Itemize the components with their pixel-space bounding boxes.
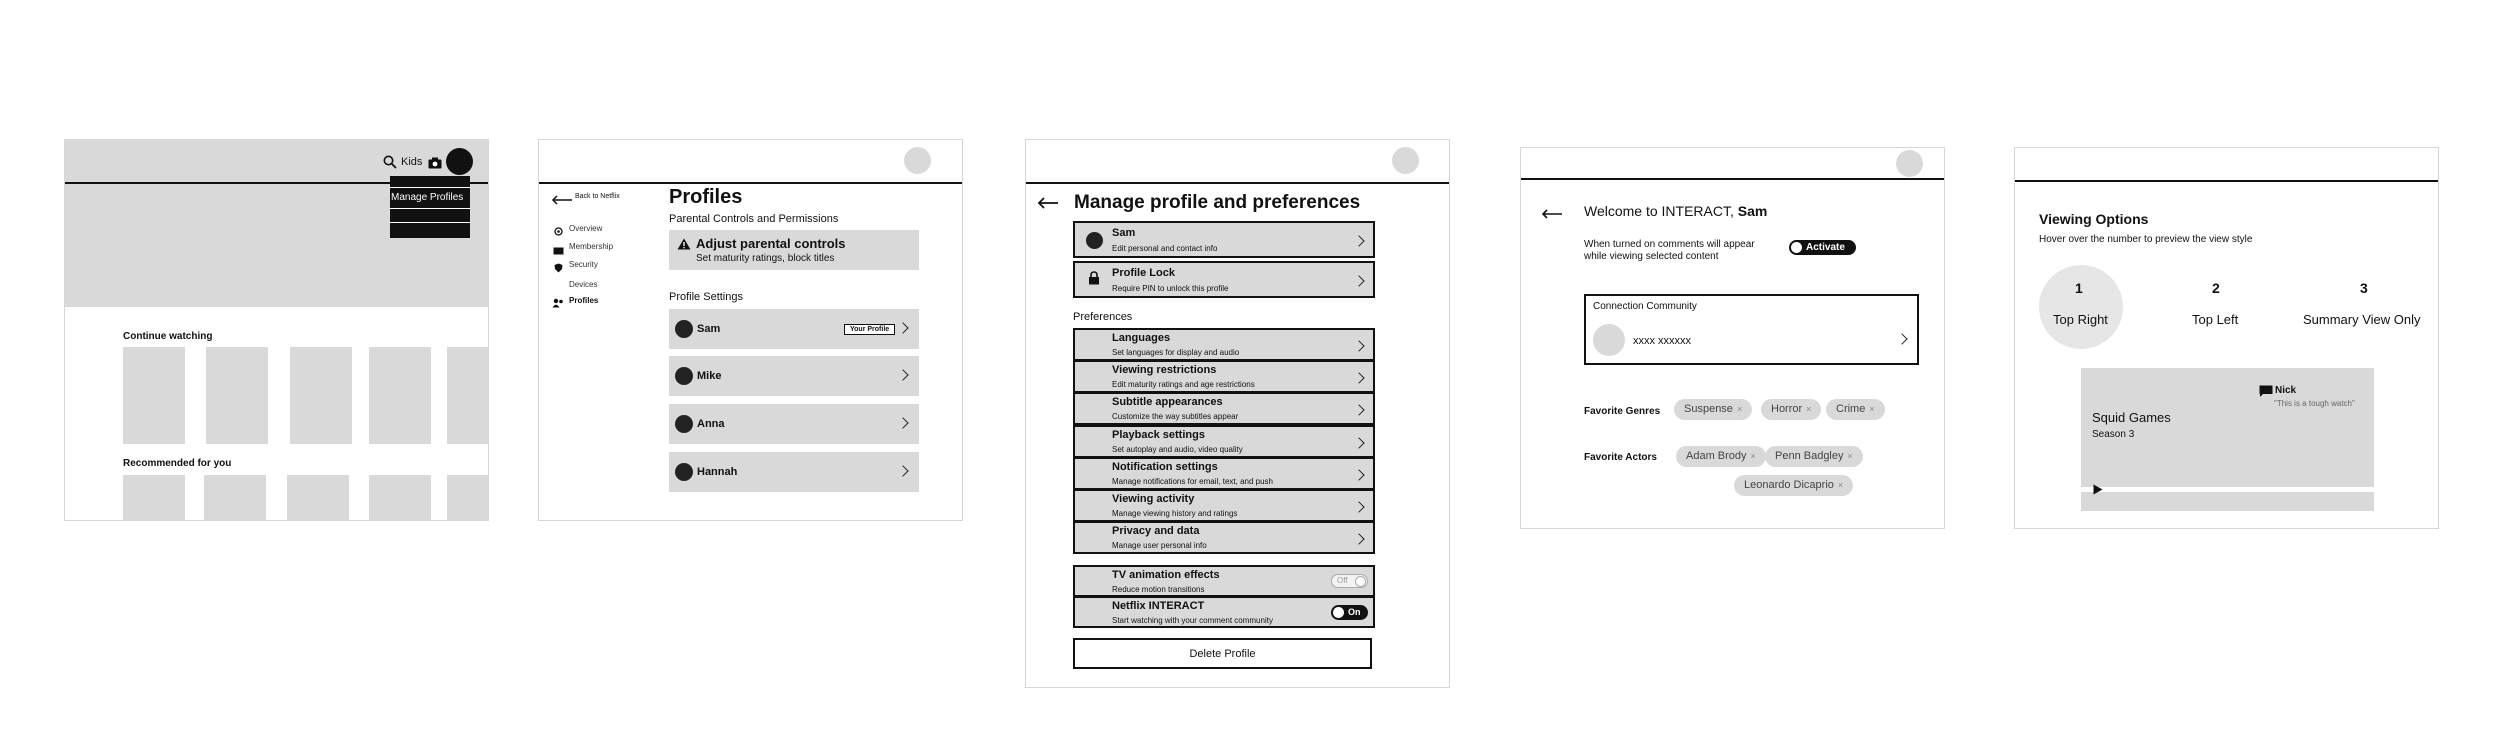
remove-icon[interactable]: × [1736, 404, 1743, 414]
back-arrow-icon[interactable] [1037, 196, 1059, 214]
community-avatar [1593, 324, 1625, 356]
profile-name: Sam [697, 323, 721, 335]
manage-profiles-item[interactable]: Manage Profiles [391, 192, 464, 203]
parental-controls-card[interactable] [669, 230, 919, 270]
row-desc: Customize the way subtitles appear [1112, 412, 1239, 421]
welcome-name: Sam [1737, 203, 1768, 219]
view-option-1[interactable] [2039, 265, 2123, 349]
row-playback-settings[interactable] [1073, 425, 1375, 458]
remove-icon[interactable]: × [1750, 451, 1756, 461]
delete-profile-button[interactable] [1073, 638, 1372, 669]
remove-icon[interactable]: × [1806, 404, 1812, 414]
commenter-name: Nick [2275, 385, 2297, 396]
recommended-tile[interactable] [287, 475, 349, 521]
row-desc: Set languages for display and audio [1112, 348, 1240, 357]
screen-profiles [538, 139, 963, 521]
screen-interact-welcome [1520, 147, 1945, 529]
dropdown-item[interactable] [390, 209, 470, 223]
view-option-number[interactable]: 3 [2360, 280, 2368, 296]
toggle-state-label: On [1348, 607, 1361, 617]
continue-watching-heading: Continue watching [123, 331, 213, 342]
remove-icon[interactable]: × [1837, 480, 1844, 490]
row-desc: Reduce motion transitions [1112, 585, 1205, 594]
view-option-label: Summary View Only [2303, 312, 2421, 327]
actor-chip[interactable] [1676, 446, 1766, 467]
recommended-tile[interactable] [204, 475, 266, 521]
interact-desc-line1: When turned on comments will appear [1584, 239, 1755, 250]
page-subtitle: Parental Controls and Permissions [669, 213, 839, 225]
parental-controls-desc: Set maturity ratings, block titles [696, 253, 835, 264]
dropdown-item[interactable] [390, 224, 470, 238]
screen-viewing-options [2014, 147, 2439, 529]
profile-avatar [675, 320, 693, 338]
row-title: Sam [1112, 227, 1136, 239]
row-title: Subtitle appearances [1112, 396, 1223, 408]
profile-row-anna[interactable] [669, 404, 919, 444]
profile-dropdown [390, 176, 470, 238]
back-arrow-icon[interactable] [551, 192, 573, 210]
genre-chip[interactable] [1826, 399, 1885, 420]
header-divider [1026, 182, 1450, 184]
row-sam[interactable] [1073, 221, 1375, 258]
avatar[interactable] [1392, 147, 1419, 174]
activate-toggle[interactable] [1789, 240, 1856, 255]
row-desc: Start watching with your comment community [1112, 616, 1273, 625]
genre-chip[interactable] [1761, 399, 1821, 420]
row-desc: Edit maturity ratings and age restrictions [1112, 380, 1255, 389]
delete-profile-label: Delete Profile [1189, 648, 1256, 660]
interact-desc-line2: while viewing selected content [1584, 251, 1719, 262]
account-rows [1073, 221, 1375, 303]
membership-icon [553, 242, 564, 260]
chevron-right-icon [897, 322, 908, 333]
chevron-right-icon [897, 465, 908, 476]
animation-toggle-off[interactable] [1331, 574, 1368, 588]
chevron-right-icon [1353, 404, 1364, 415]
nav-overview[interactable]: Overview [569, 224, 603, 233]
view-option-label: Top Left [2192, 312, 2239, 327]
row-notification-settings[interactable] [1073, 457, 1375, 490]
chevron-right-icon [1353, 469, 1364, 480]
profile-name: Mike [697, 370, 722, 382]
chevron-right-icon [1353, 340, 1364, 351]
remove-icon[interactable]: × [1847, 451, 1853, 461]
row-title: Profile Lock [1112, 267, 1175, 279]
profile-name: Anna [697, 418, 725, 430]
nav-profiles[interactable]: Profiles [569, 296, 599, 305]
remove-icon[interactable]: × [1869, 404, 1875, 414]
row-netflix-interact[interactable] [1073, 596, 1375, 628]
camera-icon[interactable] [428, 156, 442, 174]
profile-avatar [675, 367, 693, 385]
video-preview[interactable] [2081, 368, 2374, 511]
preference-rows [1073, 328, 1375, 555]
search-icon[interactable] [383, 155, 397, 174]
toggle-knob [1355, 576, 1366, 587]
chevron-right-icon [1353, 501, 1364, 512]
continue-tile[interactable] [290, 347, 352, 444]
chevron-right-icon [897, 369, 908, 380]
row-title: Notification settings [1112, 461, 1218, 473]
welcome-prefix: Welcome to INTERACT, [1584, 203, 1738, 219]
chevron-right-icon [1353, 372, 1364, 383]
chevron-right-icon [1353, 533, 1364, 544]
profile-avatar [675, 415, 693, 433]
profile-settings-label: Profile Settings [669, 291, 743, 303]
recommended-tile[interactable] [369, 475, 431, 521]
profile-row-mike[interactable] [669, 356, 919, 396]
overview-icon [554, 223, 563, 241]
view-option-label: Top Right [2053, 312, 2108, 327]
actors-label: Favorite Actors [1584, 452, 1657, 463]
preferences-label: Preferences [1073, 311, 1133, 323]
chevron-right-icon [1353, 235, 1364, 246]
profile-row-hannah[interactable] [669, 452, 919, 492]
row-desc: Manage user personal info [1112, 541, 1207, 550]
row-title: Viewing activity [1112, 493, 1195, 505]
chip-text: Suspense [1684, 403, 1733, 415]
avatar[interactable] [1896, 150, 1923, 177]
row-title: Playback settings [1112, 429, 1205, 441]
page-title: Viewing Options [2039, 211, 2149, 227]
profiles-icon [552, 295, 564, 313]
activate-label: Activate [1806, 242, 1845, 253]
nav-security[interactable]: Security [569, 260, 598, 269]
profile-row-sam[interactable] [669, 309, 919, 349]
lock-icon [1088, 271, 1100, 290]
header-divider [539, 182, 963, 184]
row-profile-lock[interactable] [1073, 261, 1375, 298]
header-divider [2015, 180, 2439, 182]
toggle-state-label: Off [1337, 576, 1348, 585]
show-title: Squid Games [2092, 410, 2171, 425]
nav-membership[interactable]: Membership [569, 242, 614, 251]
chip-text: Penn Badgley [1775, 450, 1844, 462]
actor-chip[interactable] [1765, 446, 1863, 467]
chat-icon [2259, 385, 2273, 403]
page-title: Manage profile and preferences [1074, 192, 1361, 213]
back-arrow-icon[interactable] [1541, 206, 1563, 224]
chip-text: Leonardo Dicaprio [1744, 479, 1834, 491]
continue-tile[interactable] [369, 347, 431, 444]
recommended-tile[interactable] [447, 475, 489, 521]
comment-text: "This is a tough watch" [2274, 399, 2355, 408]
row-desc: Require PIN to unlock this profile [1112, 284, 1229, 293]
row-languages[interactable] [1073, 328, 1375, 361]
page-title: Profiles [669, 186, 743, 208]
view-option-number[interactable]: 2 [2212, 280, 2220, 296]
continue-tile[interactable] [123, 347, 185, 444]
header-divider [1521, 178, 1945, 180]
preview-footer-divider [2081, 487, 2374, 492]
connection-community-card[interactable] [1584, 294, 1919, 365]
toggle-knob [1333, 607, 1344, 618]
back-to-netflix-link[interactable]: Back to Netflix [575, 193, 620, 200]
screen-manage-profile [1025, 139, 1450, 688]
view-option-number[interactable]: 1 [2075, 280, 2083, 296]
chip-text: Horror [1771, 403, 1803, 415]
row-tv-animation[interactable] [1073, 565, 1375, 597]
recommended-tile[interactable] [123, 475, 185, 521]
row-title: Viewing restrictions [1112, 364, 1217, 376]
profile-avatar [675, 463, 693, 481]
avatar[interactable] [904, 147, 931, 174]
chevron-right-icon [1896, 333, 1907, 344]
row-viewing-restrictions[interactable] [1073, 360, 1375, 393]
row-desc: Set autoplay and audio, video quality [1112, 445, 1243, 454]
play-icon[interactable] [2093, 482, 2103, 500]
chevron-right-icon [1353, 275, 1364, 286]
genres-label: Favorite Genres [1584, 406, 1661, 417]
kids-link[interactable]: Kids [401, 156, 423, 168]
your-profile-badge: Your Profile [844, 324, 895, 335]
shield-icon [554, 260, 563, 278]
continue-tile[interactable] [447, 347, 489, 444]
welcome-heading [1584, 203, 1767, 219]
row-viewing-activity[interactable] [1073, 489, 1375, 522]
page-subtitle: Hover over the number to preview the view style [2039, 234, 2253, 245]
row-title: Languages [1112, 332, 1171, 344]
chip-text: Crime [1836, 403, 1866, 415]
toggle-rows [1073, 565, 1375, 629]
row-subtitle-appearances[interactable] [1073, 392, 1375, 425]
chip-text: Adam Brody [1686, 450, 1747, 462]
actor-chip[interactable] [1734, 475, 1853, 496]
row-title: Netflix INTERACT [1112, 600, 1205, 612]
interact-toggle-on[interactable] [1331, 605, 1368, 620]
dropdown-item[interactable] [390, 176, 470, 188]
community-name: xxxx xxxxxx [1633, 335, 1692, 347]
profile-name: Hannah [697, 466, 738, 478]
chevron-right-icon [897, 417, 908, 428]
profile-avatar [1086, 232, 1103, 249]
genre-chip[interactable] [1674, 399, 1752, 420]
row-desc: Manage viewing history and ratings [1112, 509, 1238, 518]
nav-devices[interactable]: Devices [569, 280, 598, 289]
continue-tile[interactable] [206, 347, 268, 444]
screen-home [64, 139, 489, 521]
recommended-heading: Recommended for you [123, 458, 232, 469]
show-season: Season 3 [2092, 429, 2135, 440]
warning-icon [677, 237, 691, 255]
parental-controls-title: Adjust parental controls [696, 236, 846, 251]
toggle-knob [1791, 242, 1802, 253]
row-desc: Manage notifications for email, text, and push [1112, 477, 1273, 486]
row-desc: Edit personal and contact info [1112, 244, 1218, 253]
avatar[interactable] [446, 148, 473, 175]
row-title: Privacy and data [1112, 525, 1200, 537]
row-title: TV animation effects [1112, 569, 1220, 581]
row-privacy-data[interactable] [1073, 521, 1375, 554]
community-label: Connection Community [1593, 301, 1697, 312]
chevron-right-icon [1353, 437, 1364, 448]
